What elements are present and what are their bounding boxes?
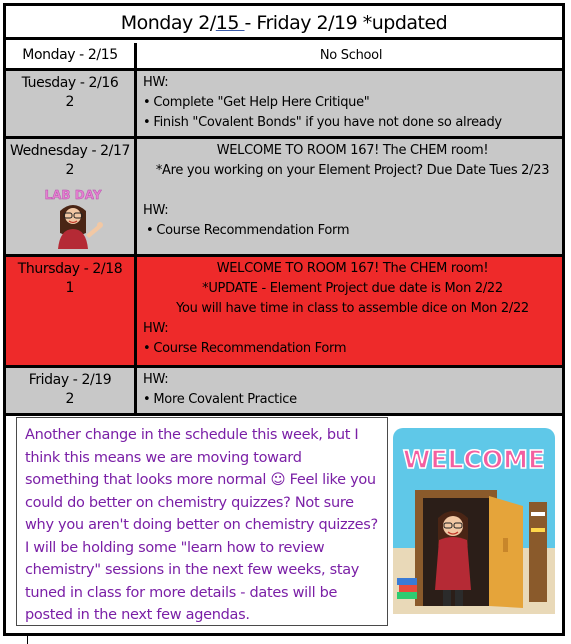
hw-label-friday: HW:: [143, 372, 169, 387]
hw-item-wednesday-1: • Course Recommendation Form: [143, 221, 562, 241]
lab-day-badge: LAB DAY: [44, 188, 102, 202]
lab-day-bitmoji: [38, 185, 108, 249]
thursday-welcome: WELCOME TO ROOM 167! The CHEM room!: [216, 261, 489, 276]
day-label-wednesday: Wednesday - 2/17: [9, 143, 131, 159]
row-friday: [6, 368, 562, 413]
thursday-dice-note: You will have time in class to assemble dice on Mon 2/22: [176, 301, 529, 316]
hw-item-friday-1: • More Covalent Practice: [143, 390, 562, 410]
day-number-wednesday: 2: [65, 162, 75, 178]
wednesday-project-reminder: *Are you working on your Element Project? Due Date Tues 2/23: [155, 163, 550, 178]
day-number-tuesday: 2: [65, 94, 75, 110]
day-number-friday: 2: [65, 391, 75, 407]
hw-label-thursday: HW:: [143, 321, 169, 336]
hw-label-tuesday: HW:: [143, 75, 169, 90]
title-underlined: 15: [215, 12, 245, 34]
hw-label-wednesday: HW:: [143, 203, 169, 218]
thursday-update: *UPDATE - Element Project due date is Mon 2/22: [202, 281, 503, 296]
day-number-thursday: 1: [65, 280, 75, 296]
welcome-door-bitmoji: [393, 428, 555, 614]
row-monday: [6, 43, 562, 68]
day-label-tuesday: Tuesday - 2/16: [21, 75, 119, 91]
row-tuesday: [6, 71, 562, 136]
day-label-thursday: Thursday - 2/18: [17, 261, 123, 277]
day-label-friday: Friday - 2/19: [28, 372, 112, 388]
hw-item-thursday-1: • Course Recommendation Form: [143, 339, 562, 359]
wednesday-welcome: WELCOME TO ROOM 167! The CHEM room!: [216, 143, 489, 158]
teacher-note: Another change in the schedule this week, but I think this means we are moving toward something that looks more normal ☺ Feel like you could do better on chemistry quizzes? Not sure why you aren't doing better on chemistry quizzes? I will be holding some "learn how to review chemistry" sessions in the next few weeks, stay tuned in class for more details - dates will be posted in the next few agendas.: [16, 417, 388, 626]
hw-item-tuesday-2: • Finish "Covalent Bonds" if you have not done so already: [143, 113, 562, 133]
title-suffix: - Friday 2/19 *updated: [244, 12, 448, 34]
monday-content: No School: [319, 48, 383, 63]
hw-item-tuesday-1: • Complete "Get Help Here Critique": [143, 93, 562, 113]
welcome-sign-text: WELCOME: [402, 445, 546, 474]
row-thursday: [6, 257, 562, 365]
day-label-monday: Monday - 2/15: [22, 47, 118, 63]
agenda-title: [6, 6, 562, 40]
title-prefix: Monday 2/: [120, 12, 216, 34]
